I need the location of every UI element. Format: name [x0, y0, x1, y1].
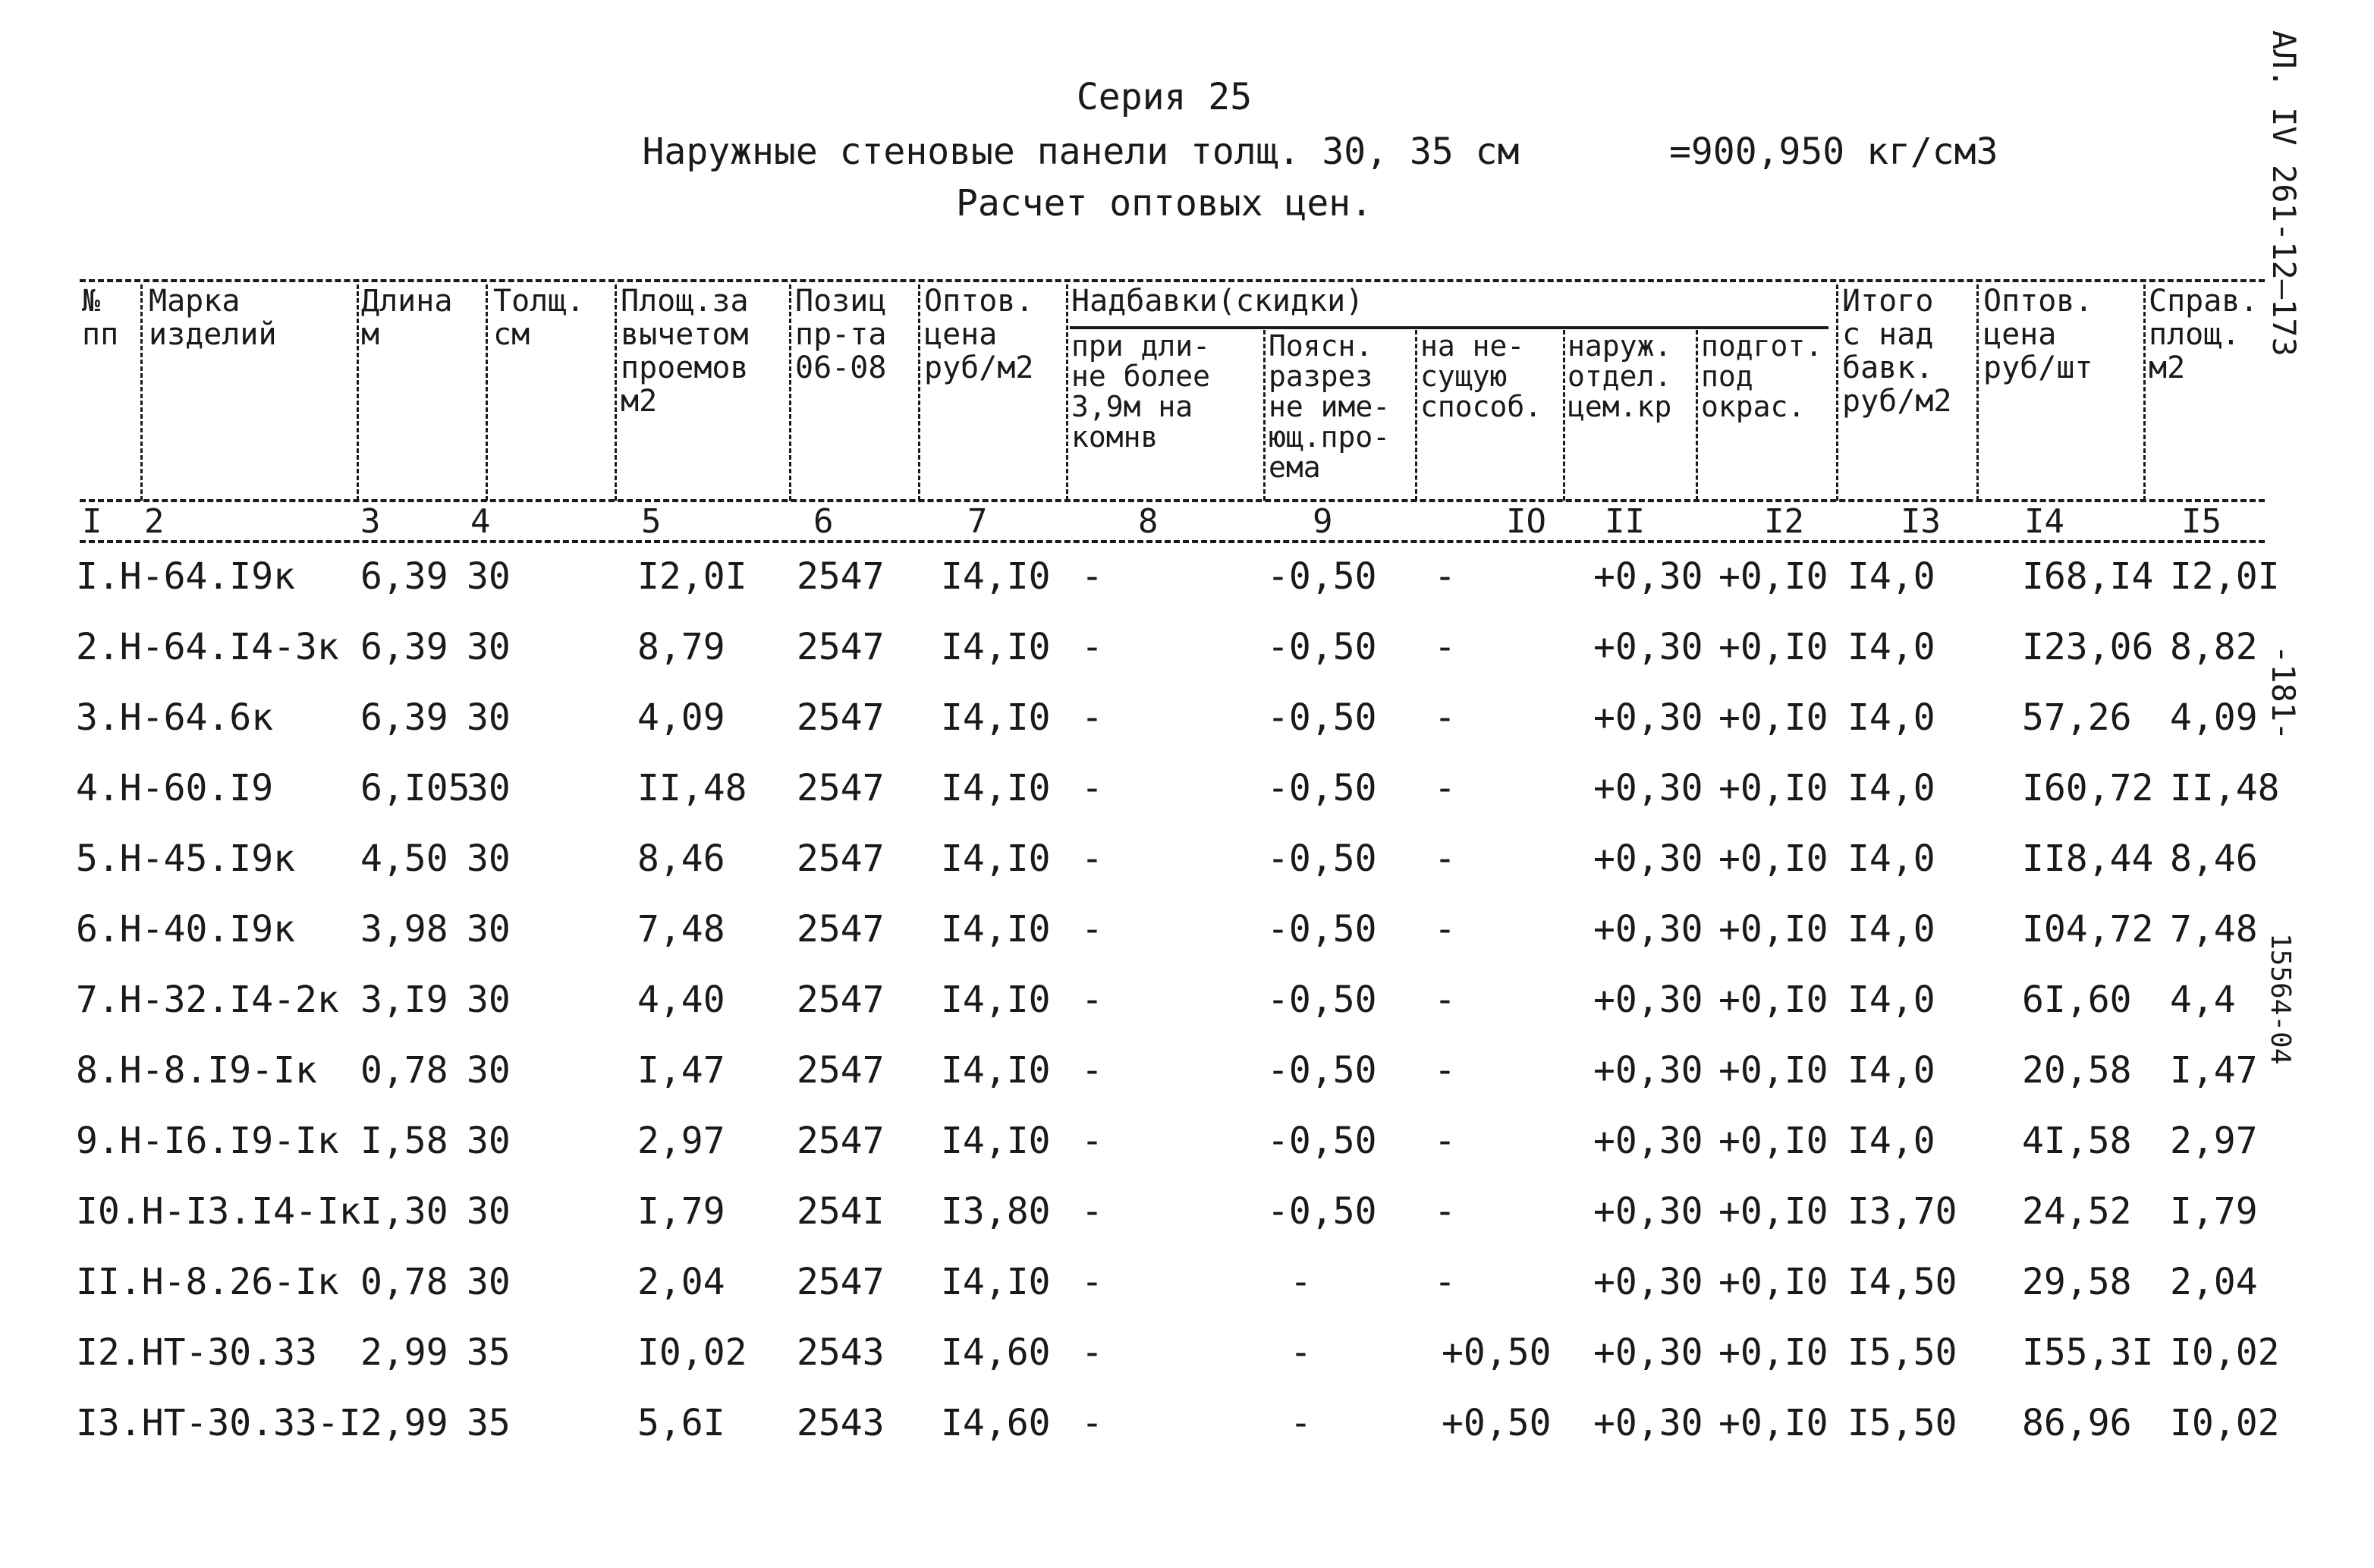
header-cell-area: Площ.за вычетом проемов м2: [621, 284, 749, 419]
cell-price-piece: 4I,58: [2022, 1120, 2132, 1162]
cell-area: 5,6I: [637, 1402, 725, 1444]
header-cell-length-surcharge: при дли- не более 3,9м на комнв: [1071, 329, 1211, 454]
cell-price-m2: I4,I0: [941, 1049, 1051, 1092]
table-row: [0, 1190, 2374, 1236]
cell-position: 2543: [797, 1331, 885, 1374]
cell-total: I5,50: [1847, 1402, 1957, 1444]
cell-ref-area: I2,0I: [2170, 555, 2280, 598]
cell-length: I,30: [360, 1190, 448, 1233]
cell-thickness: 35: [467, 1402, 511, 1444]
col-sep: [357, 284, 359, 501]
cell-length: 4,50: [360, 837, 448, 880]
cell-mark: 4.Н-60.I9: [76, 767, 274, 809]
cell-price-piece: I68,I4: [2022, 555, 2154, 598]
header-cell-position: Позиц пр-та 06-08: [795, 284, 887, 385]
cell-ref-area: 2,04: [2170, 1261, 2258, 1303]
header-cell-thickness: Толщ. см: [493, 284, 585, 352]
cell-thickness: 30: [467, 1190, 511, 1233]
cell-price-m2: I4,I0: [941, 1261, 1051, 1303]
table-row: [0, 1049, 2374, 1095]
column-number: IO: [1506, 502, 1546, 541]
cell-mark: 5.Н-45.I9к: [76, 837, 295, 880]
cell-position: 254I: [797, 1190, 885, 1233]
cell-position: 2547: [797, 767, 885, 809]
cell-length: 2,99: [360, 1402, 448, 1444]
cell-length-surcharge: -: [1081, 1261, 1103, 1303]
table-top-rule: [80, 279, 2265, 282]
col-sep: [1263, 330, 1266, 501]
cell-exterior-finish: +0,30: [1593, 555, 1703, 598]
cell-exterior-finish: +0,30: [1593, 837, 1703, 880]
cell-length: 0,78: [360, 1261, 448, 1303]
table-row: [0, 555, 2374, 601]
header-cell-length: Длина м: [361, 284, 453, 352]
cell-length: 3,I9: [360, 979, 448, 1021]
cell-ref-area: 8,82: [2170, 626, 2258, 668]
cell-mark: I2.НТ-30.33: [76, 1331, 317, 1374]
cell-thickness: 30: [467, 696, 511, 739]
table-row: [0, 908, 2374, 954]
cell-exterior-finish: +0,30: [1593, 979, 1703, 1021]
cell-price-piece: 29,58: [2022, 1261, 2132, 1303]
col-sep: [1976, 284, 1979, 501]
cell-mark: 2.Н-64.I4-3к: [76, 626, 339, 668]
header-cell-number: № пп: [82, 284, 119, 352]
cell-paint-prep: +0,I0: [1718, 696, 1828, 739]
cell-exterior-finish: +0,30: [1593, 696, 1703, 739]
cell-length-surcharge: -: [1081, 908, 1103, 951]
cell-total: I4,0: [1847, 767, 1935, 809]
cell-ref-area: 8,46: [2170, 837, 2258, 880]
header-group-surcharges: Надбавки(скидки): [1071, 284, 1364, 319]
cell-length-surcharge: -: [1081, 696, 1103, 739]
cell-length-surcharge: -: [1081, 767, 1103, 809]
cell-exterior-finish: +0,30: [1593, 1190, 1703, 1233]
cell-price-m2: I4,I0: [941, 555, 1051, 598]
cell-paint-prep: +0,I0: [1718, 979, 1828, 1021]
cell-price-piece: I55,3I: [2022, 1331, 2154, 1374]
column-number: I4: [2024, 502, 2064, 541]
cell-ref-area: I,79: [2170, 1190, 2258, 1233]
cell-belt-cut: -0,50: [1267, 696, 1377, 739]
table-row: [0, 1261, 2374, 1306]
header-cell-ref-area: Справ. площ. м2: [2149, 284, 2259, 385]
cell-area: I2,0I: [637, 555, 747, 598]
series-title: Серия 25: [1076, 76, 1253, 118]
cell-ref-area: 4,4: [2170, 979, 2236, 1021]
cell-mark: 3.Н-64.6к: [76, 696, 274, 739]
column-number: 9: [1313, 502, 1333, 541]
cell-position: 2547: [797, 626, 885, 668]
cell-price-m2: I4,I0: [941, 767, 1051, 809]
header-cell-exterior-finish: наруж. отдел. цем.кр: [1567, 329, 1672, 423]
cell-exterior-finish: +0,30: [1593, 1331, 1703, 1374]
cell-bearing: -: [1434, 555, 1456, 598]
cell-mark: II.Н-8.26-Iк: [76, 1261, 339, 1303]
cell-ref-area: 7,48: [2170, 908, 2258, 951]
header-cell-bearing: на не- сущую способ.: [1420, 329, 1542, 423]
cell-belt-cut: -0,50: [1267, 1120, 1377, 1162]
cell-thickness: 30: [467, 837, 511, 880]
cell-total: I4,0: [1847, 626, 1935, 668]
col-sep: [918, 284, 920, 501]
cell-price-m2: I4,I0: [941, 908, 1051, 951]
cell-bearing: +0,50: [1442, 1331, 1552, 1374]
cell-ref-area: 2,97: [2170, 1120, 2258, 1162]
col-sep: [615, 284, 617, 501]
table-row: [0, 979, 2374, 1024]
cell-paint-prep: +0,I0: [1718, 555, 1828, 598]
cell-length: 6,39: [360, 696, 448, 739]
cell-bearing: -: [1434, 908, 1456, 951]
cell-length: 2,99: [360, 1331, 448, 1374]
column-number: 4: [470, 502, 491, 541]
cell-price-piece: 6I,60: [2022, 979, 2132, 1021]
cell-exterior-finish: +0,30: [1593, 1402, 1703, 1444]
cell-area: 4,40: [637, 979, 725, 1021]
cell-mark: 6.Н-40.I9к: [76, 908, 295, 951]
cell-length: 6,39: [360, 626, 448, 668]
cell-total: I4,0: [1847, 979, 1935, 1021]
cell-belt-cut: -0,50: [1267, 555, 1377, 598]
cell-mark: I3.НТ-30.33-I: [76, 1402, 361, 1444]
cell-area: 2,97: [637, 1120, 725, 1162]
cell-bearing: -: [1434, 1261, 1456, 1303]
header-cell-price-piece: Оптов. цена руб/шт: [1983, 284, 2093, 385]
table-row: [0, 1120, 2374, 1165]
cell-thickness: 35: [467, 1331, 511, 1374]
cell-paint-prep: +0,I0: [1718, 1049, 1828, 1092]
cell-total: I4,0: [1847, 1120, 1935, 1162]
cell-position: 2547: [797, 1261, 885, 1303]
cell-exterior-finish: +0,30: [1593, 1120, 1703, 1162]
cell-position: 2543: [797, 1402, 885, 1444]
column-number: 7: [967, 502, 988, 541]
column-number: I2: [1764, 502, 1804, 541]
cell-price-piece: 24,52: [2022, 1190, 2132, 1233]
cell-position: 2547: [797, 908, 885, 951]
cell-paint-prep: +0,I0: [1718, 837, 1828, 880]
cell-total: I4,0: [1847, 908, 1935, 951]
cell-exterior-finish: +0,30: [1593, 1049, 1703, 1092]
cell-area: I,79: [637, 1190, 725, 1233]
cell-position: 2547: [797, 696, 885, 739]
cell-price-piece: I04,72: [2022, 908, 2154, 951]
cell-price-piece: I23,06: [2022, 626, 2154, 668]
cell-bearing: -: [1434, 1120, 1456, 1162]
table-row: [0, 626, 2374, 671]
page-number: -181-: [2265, 645, 2302, 741]
cell-thickness: 30: [467, 555, 511, 598]
cell-belt-cut: -0,50: [1267, 837, 1377, 880]
cell-belt-cut: -: [1290, 1261, 1312, 1303]
cell-total: I4,50: [1847, 1261, 1957, 1303]
cell-paint-prep: +0,I0: [1718, 1190, 1828, 1233]
cell-ref-area: 4,09: [2170, 696, 2258, 739]
cell-price-m2: I4,60: [941, 1331, 1051, 1374]
cell-thickness: 30: [467, 1049, 511, 1092]
cell-paint-prep: +0,I0: [1718, 1331, 1828, 1374]
cell-length-surcharge: -: [1081, 1190, 1103, 1233]
header-cell-paint-prep: подгот. под окрас.: [1701, 329, 1823, 423]
cell-bearing: -: [1434, 626, 1456, 668]
document-caption: Расчет оптовых цен.: [955, 182, 1373, 225]
cell-thickness: 30: [467, 626, 511, 668]
col-sep: [1696, 330, 1698, 501]
cell-price-piece: 57,26: [2022, 696, 2132, 739]
cell-area: 2,04: [637, 1261, 725, 1303]
cell-position: 2547: [797, 1120, 885, 1162]
document-subtitle: Наружные стеновые панели толщ. 30, 35 см: [642, 130, 1520, 173]
cell-thickness: 30: [467, 908, 511, 951]
cell-ref-area: I0,02: [2170, 1331, 2280, 1374]
cell-total: I4,0: [1847, 555, 1935, 598]
cell-length-surcharge: -: [1081, 555, 1103, 598]
cell-ref-area: I0,02: [2170, 1402, 2280, 1444]
col-sep: [1066, 284, 1068, 501]
cell-thickness: 30: [467, 1120, 511, 1162]
cell-paint-prep: +0,I0: [1718, 1402, 1828, 1444]
cell-position: 2547: [797, 837, 885, 880]
cell-length-surcharge: -: [1081, 1049, 1103, 1092]
cell-length: I,58: [360, 1120, 448, 1162]
cell-mark: 8.Н-8.I9-Iк: [76, 1049, 317, 1092]
table-row: [0, 837, 2374, 883]
cell-length-surcharge: -: [1081, 1331, 1103, 1374]
cell-bearing: -: [1434, 1190, 1456, 1233]
cell-bearing: -: [1434, 767, 1456, 809]
col-sep: [1836, 284, 1838, 501]
col-sep: [1415, 330, 1417, 501]
cell-total: I3,70: [1847, 1190, 1957, 1233]
cell-paint-prep: +0,I0: [1718, 626, 1828, 668]
header-cell-total: Итого с над бавк. руб/м2: [1842, 284, 1952, 419]
cell-area: 4,09: [637, 696, 725, 739]
col-sep: [2143, 284, 2146, 501]
cell-area: 8,79: [637, 626, 725, 668]
col-sep: [140, 284, 143, 501]
cell-thickness: 30: [467, 767, 511, 809]
column-number: 8: [1138, 502, 1159, 541]
column-number: II: [1605, 502, 1645, 541]
cell-belt-cut: -0,50: [1267, 767, 1377, 809]
cell-price-m2: I4,I0: [941, 1120, 1051, 1162]
cell-price-piece: 86,96: [2022, 1402, 2132, 1444]
cell-bearing: -: [1434, 696, 1456, 739]
col-sep: [789, 284, 791, 501]
column-number: 6: [813, 502, 834, 541]
cell-thickness: 30: [467, 1261, 511, 1303]
column-number: I5: [2181, 502, 2221, 541]
cell-price-m2: I4,I0: [941, 979, 1051, 1021]
cell-area: 8,46: [637, 837, 725, 880]
cell-position: 2547: [797, 1049, 885, 1092]
cell-belt-cut: -: [1290, 1331, 1312, 1374]
cell-bearing: -: [1434, 837, 1456, 880]
cell-position: 2547: [797, 555, 885, 598]
cell-price-m2: I4,I0: [941, 837, 1051, 880]
cell-belt-cut: -0,50: [1267, 979, 1377, 1021]
column-number: 3: [360, 502, 381, 541]
cell-total: I5,50: [1847, 1331, 1957, 1374]
document-number: 15564-04: [2265, 933, 2296, 1065]
column-number: 5: [641, 502, 662, 541]
table-row: [0, 696, 2374, 742]
cell-belt-cut: -0,50: [1267, 626, 1377, 668]
cell-belt-cut: -: [1290, 1402, 1312, 1444]
cell-paint-prep: +0,I0: [1718, 767, 1828, 809]
cell-length-surcharge: -: [1081, 837, 1103, 880]
cell-price-piece: I60,72: [2022, 767, 2154, 809]
cell-exterior-finish: +0,30: [1593, 767, 1703, 809]
header-cell-price-m2: Оптов. цена руб/м2: [924, 284, 1034, 385]
cell-total: I4,0: [1847, 837, 1935, 880]
table-row: [0, 767, 2374, 812]
cell-area: 7,48: [637, 908, 725, 951]
header-cell-mark: Марка изделий: [149, 284, 277, 352]
cell-paint-prep: +0,I0: [1718, 1261, 1828, 1303]
column-number: I3: [1901, 502, 1941, 541]
cell-area: I0,02: [637, 1331, 747, 1374]
cell-length-surcharge: -: [1081, 1402, 1103, 1444]
cell-paint-prep: +0,I0: [1718, 1120, 1828, 1162]
header-cell-belt-cut: Поясн. разрез не име- ющ.про- ема: [1269, 329, 1391, 484]
cell-bearing: -: [1434, 979, 1456, 1021]
cell-exterior-finish: +0,30: [1593, 1261, 1703, 1303]
cell-position: 2547: [797, 979, 885, 1021]
cell-price-m2: I4,I0: [941, 626, 1051, 668]
cell-length-surcharge: -: [1081, 979, 1103, 1021]
cell-mark: I0.Н-I3.I4-Iк: [76, 1190, 361, 1233]
cell-price-m2: I4,I0: [941, 696, 1051, 739]
cell-mark: 9.Н-I6.I9-Iк: [76, 1120, 339, 1162]
cell-length-surcharge: -: [1081, 626, 1103, 668]
cell-total: I4,0: [1847, 696, 1935, 739]
cell-length: 6,39: [360, 555, 448, 598]
cell-price-m2: I3,80: [941, 1190, 1051, 1233]
cell-area: I,47: [637, 1049, 725, 1092]
table-row: [0, 1402, 2374, 1447]
cell-thickness: 30: [467, 979, 511, 1021]
col-sep: [1563, 330, 1565, 501]
column-number: 2: [144, 502, 165, 541]
cell-belt-cut: -0,50: [1267, 908, 1377, 951]
cell-mark: 7.Н-32.I4-2к: [76, 979, 339, 1021]
col-sep: [486, 284, 488, 501]
cell-price-piece: 20,58: [2022, 1049, 2132, 1092]
cell-total: I4,0: [1847, 1049, 1935, 1092]
cell-paint-prep: +0,I0: [1718, 908, 1828, 951]
cell-exterior-finish: +0,30: [1593, 908, 1703, 951]
cell-bearing: +0,50: [1442, 1402, 1552, 1444]
table-row: [0, 1331, 2374, 1377]
cell-belt-cut: -0,50: [1267, 1049, 1377, 1092]
side-reference: АЛ. IV 261-12—173: [2266, 30, 2303, 357]
cell-length: 3,98: [360, 908, 448, 951]
cell-area: II,48: [637, 767, 747, 809]
column-number: I: [82, 502, 102, 541]
cell-ref-area: I,47: [2170, 1049, 2258, 1092]
cell-length: 0,78: [360, 1049, 448, 1092]
cell-belt-cut: -0,50: [1267, 1190, 1377, 1233]
cell-price-m2: I4,60: [941, 1402, 1051, 1444]
cell-exterior-finish: +0,30: [1593, 626, 1703, 668]
cell-price-piece: II8,44: [2022, 837, 2154, 880]
cell-length: 6,I05: [360, 767, 470, 809]
cell-mark: I.Н-64.I9к: [76, 555, 295, 598]
cell-length-surcharge: -: [1081, 1120, 1103, 1162]
density-note: =900,950 кг/см3: [1669, 130, 1998, 173]
cell-ref-area: II,48: [2170, 767, 2280, 809]
cell-bearing: -: [1434, 1049, 1456, 1092]
